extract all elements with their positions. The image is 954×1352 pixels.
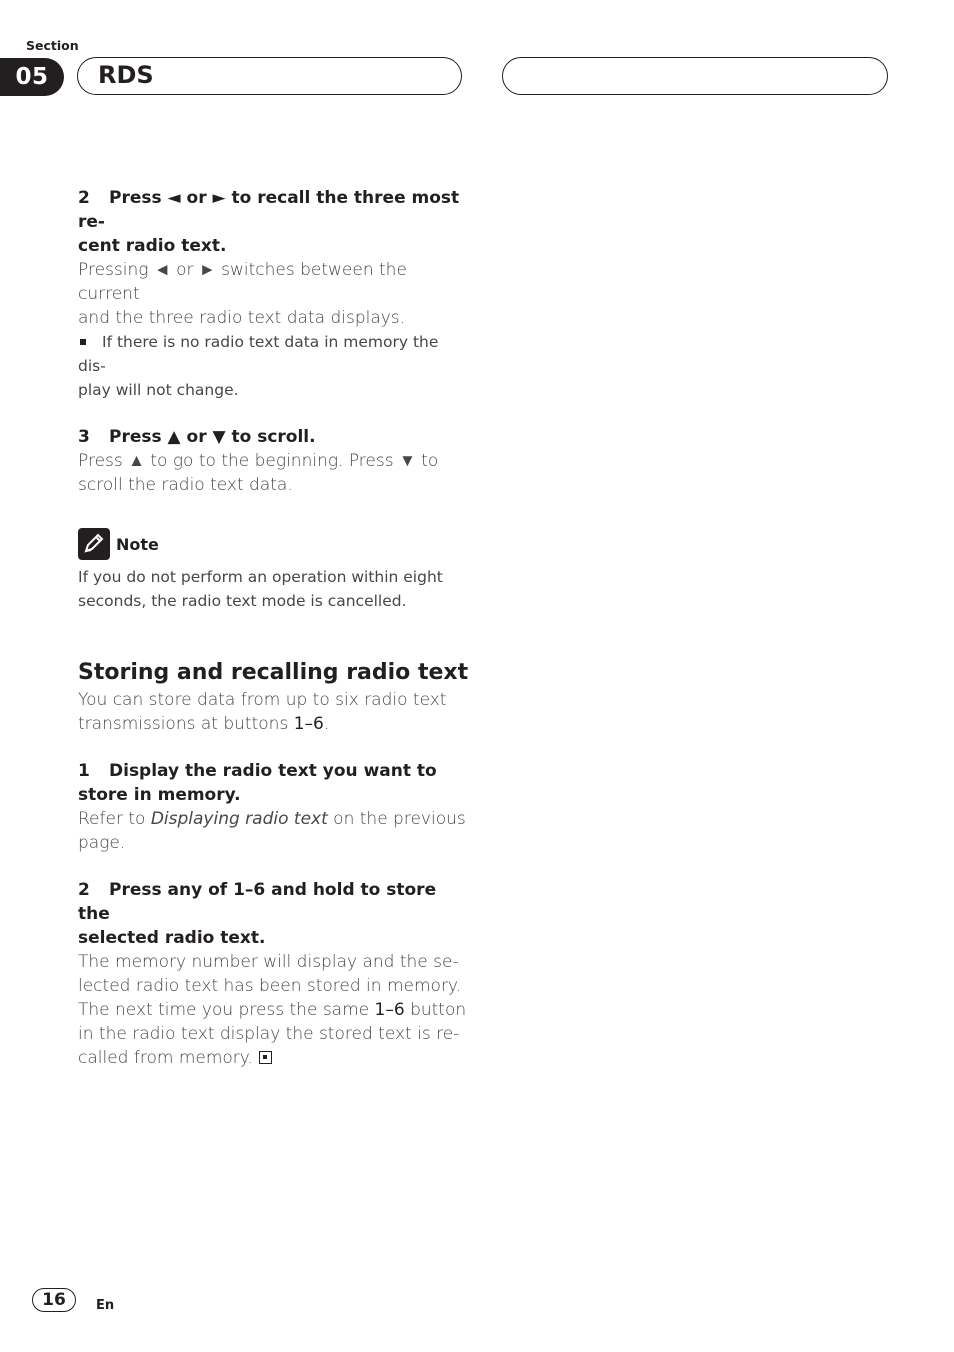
- step-number: 2: [78, 880, 90, 900]
- chapter-title: RDS: [98, 61, 154, 89]
- step-title: Display the radio text you want to: [109, 761, 437, 781]
- step-body: Pressing ◄ or ► switches between the current: [78, 260, 407, 304]
- step-body: in the radio text display the stored text is re-: [78, 1024, 460, 1044]
- step-body: Refer to Displaying radio text on the previous: [78, 809, 466, 829]
- chapter-title-box: [77, 57, 462, 95]
- step-number: 1: [78, 761, 90, 781]
- intro-text: transmissions at buttons 1–6.: [78, 714, 330, 734]
- square-bullet-icon: [80, 339, 86, 345]
- step-body: page.: [78, 833, 126, 853]
- step-body: Press ▲ to go to the beginning. Press ▼ to: [78, 451, 439, 471]
- step-body: scroll the radio text data.: [78, 475, 293, 495]
- note-label: Note: [116, 534, 159, 554]
- step-title-cont: selected radio text.: [78, 928, 266, 948]
- step-body: and the three radio text data displays.: [78, 308, 406, 328]
- section-number: 05: [0, 58, 64, 96]
- step-heading: [78, 186, 470, 234]
- page-number: 16: [32, 1288, 76, 1312]
- step-body: lected radio text has been stored in memory.: [78, 976, 461, 996]
- section-label: Section: [26, 38, 79, 53]
- step-heading: [78, 759, 470, 783]
- step-number: 3: [78, 427, 90, 447]
- note-text: If you do not perform an operation within eight: [78, 568, 443, 586]
- step-title-cont: store in memory.: [78, 785, 241, 805]
- pencil-note-icon: [78, 528, 110, 560]
- bullet-text: If there is no radio text data in memory the dis-: [78, 333, 439, 375]
- step-heading: [78, 878, 470, 926]
- step-body: called from memory.: [78, 1046, 470, 1070]
- step-title: Press any of 1–6 and hold to store the: [78, 880, 437, 924]
- empty-title-box: [502, 57, 888, 95]
- step-title: Press ▲ or ▼ to scroll.: [109, 427, 316, 447]
- bullet-text-cont: play will not change.: [78, 381, 239, 399]
- step-heading: [78, 425, 470, 449]
- note-text: seconds, the radio text mode is cancelled.: [78, 592, 407, 610]
- note-header: [78, 527, 470, 561]
- step-title-cont: cent radio text.: [78, 236, 227, 256]
- intro-text: You can store data from up to six radio text: [78, 690, 447, 710]
- step-title: Press ◄ or ► to recall the three most re-: [78, 188, 460, 232]
- language-label: En: [96, 1298, 115, 1313]
- step-body: The memory number will display and the se-: [78, 952, 459, 972]
- main-column: [78, 186, 470, 1070]
- end-of-section-icon: [259, 1051, 272, 1064]
- bullet-item: [78, 330, 470, 378]
- section-heading: Storing and recalling radio text: [78, 660, 469, 685]
- step-number: 2: [78, 188, 90, 208]
- step-body: The next time you press the same 1–6 button: [78, 1000, 467, 1020]
